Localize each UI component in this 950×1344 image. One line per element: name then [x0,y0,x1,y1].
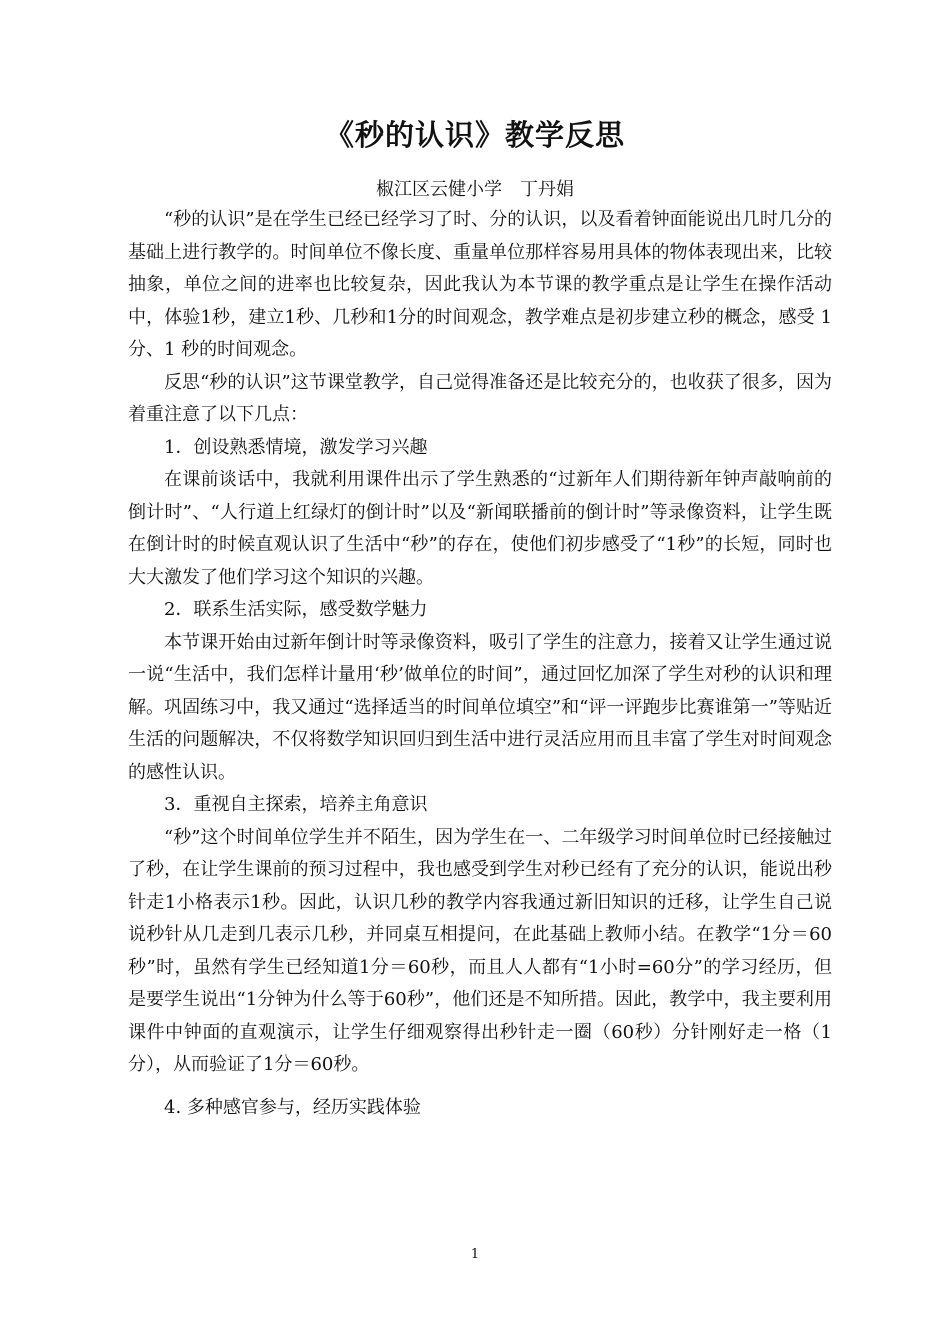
paragraph-section-1: 在课前谈话中，我就利用课件出示了学生熟悉的“过新年人们期待新年钟声敲响前的倒计时”、“人行道上红绿灯的倒计时”以及“新闻联播前的倒计时”等录像资料，让学生既在倒计时的时候直观认识了生活中“秒”的存在，使他们初步感受了“1秒”的长短，同时也大大激发了他们学习这个知识的兴趣。 [128,469,832,588]
paragraph-section-3: “秒”这个时间单位学生并不陌生，因为学生在一、二年级学习时间单位时已经接触过了秒，在让学生课前的预习过程中，我也感受到学生对秒已经有了充分的认识，能说出秒针走1小格表示1秒。因此，认识几秒的教学内容我通过新旧知识的迁移，让学生自己说说秒针从几走到几表示几秒，并同桌互相提问，在此基础上教师小结。在教学“1分＝60秒”时，虽然有学生已经知道1分＝60秒，而且人人都有“1小时=60分”的学习经历，但是要学生说出“1分钟为什么等于60秒”，他们还是不知所措。因此，教学中，我主要利用课件中钟面的直观演示，让学生仔细观察得出秒针走一圈（60秒）分针刚好走一格（1分），从而验证了1分＝60秒。 [128,826,832,1075]
section-heading-1: 1．创设熟悉情境，激发学习兴趣 [164,436,428,458]
paragraph-reflection: 反思“秒的认识”这节课堂教学，自己觉得准备还是比较充分的，也收获了很多，因为着重注意了以下几点： [128,371,832,425]
page-number: 1 [470,1247,480,1262]
paragraph-intro: “秒的认识”是在学生已经已经学习了时、分的认识，以及看着钟面能说出几时几分的基础上进行教学的。时间单位不像长度、重量单位那样容易用具体的物体表现出来，比较抽象，单位之间的进率也比较复杂，因此我认为本节课的教学重点是让学生在操作活动中，体验1秒，建立1秒、几秒和1分的时间观念，教学难点是初步建立秒的概念，感受 1 分、1 秒的时间观念。 [128,209,832,360]
section-heading-3: 3．重视自主探索，培养主角意识 [164,794,428,815]
section-heading-4: 4. 多种感官参与，经历实践体验 [164,1096,421,1118]
document-author: 椒江区云健小学 丁丹娟 [376,179,574,200]
document-body [128,204,832,1124]
section-heading-2: 2．联系生活实际，感受数学魅力 [164,599,428,620]
document-title: 《秒的认识》教学反思 [324,118,625,152]
paragraph-section-2: 本节课开始由过新年倒计时等录像资料，吸引了学生的注意力，接着又让学生通过说一说“生活中，我们怎样计量用‘秒’做单位的时间”，通过回忆加深了学生对秒的认识和理解。巩固练习中，我又通过“选择适当的时间单位填空”和“评一评跑步比赛谁第一”等贴近生活的问题解决，不仅将数学知识回归到生活中进行灵活应用而且丰富了学生对时间观念的感性认识。 [128,631,832,783]
